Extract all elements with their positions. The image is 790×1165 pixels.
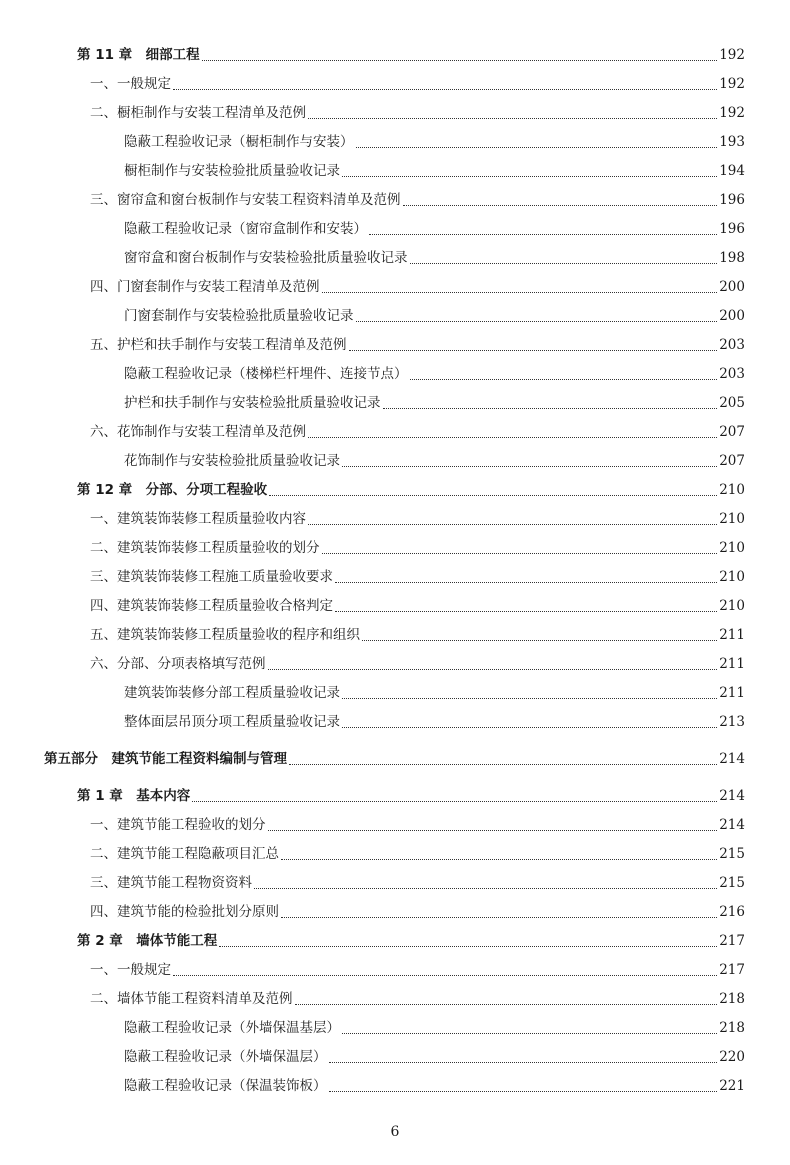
page-number: 6 (390, 1124, 400, 1140)
toc-entry-section[interactable] (0, 417, 790, 446)
toc-entry-item[interactable] (0, 359, 790, 388)
dot-leader (202, 59, 717, 61)
dot-leader (268, 668, 718, 670)
toc-entry-title: 四、建筑节能的检验批划分原则 (90, 903, 279, 920)
toc-entry-item[interactable] (0, 243, 790, 272)
toc-entry-page: 213 (719, 713, 745, 730)
toc-entry-section[interactable] (0, 620, 790, 649)
toc-entry-page: 214 (719, 787, 745, 804)
dot-leader (342, 1032, 717, 1034)
toc-entry-section[interactable] (0, 504, 790, 533)
dot-leader (362, 639, 717, 641)
toc-entry-section[interactable] (0, 591, 790, 620)
dot-leader (383, 407, 718, 409)
toc-entry-page: 216 (719, 903, 745, 920)
toc-entry-item[interactable] (0, 214, 790, 243)
toc-entry-page: 210 (719, 597, 745, 614)
toc-entry-section[interactable] (0, 562, 790, 591)
toc-entry-page: 214 (719, 816, 745, 833)
toc-entry-title: 二、建筑节能工程隐蔽项目汇总 (90, 845, 279, 862)
toc-entry-title: 花饰制作与安装检验批质量验收记录 (124, 452, 340, 469)
toc-entry-page: 198 (719, 249, 745, 266)
toc-entry-section[interactable] (0, 839, 790, 868)
dot-leader (281, 858, 717, 860)
toc-entry-title: 隐蔽工程验收记录（窗帘盒制作和安装） (124, 220, 367, 237)
toc-entry-item[interactable] (0, 678, 790, 707)
toc-entry-title: 第 12 章 分部、分项工程验收 (77, 481, 268, 498)
toc-entry-section[interactable] (0, 984, 790, 1013)
toc-entry-section[interactable] (0, 868, 790, 897)
toc-entry-page: 211 (719, 684, 745, 701)
toc-entry-page: 211 (719, 626, 745, 643)
toc-entry-page: 207 (719, 423, 745, 440)
toc-entry-page: 210 (719, 510, 745, 527)
toc-entry-page: 192 (719, 75, 745, 92)
toc-entry-section[interactable] (0, 897, 790, 926)
toc-entry-page: 203 (719, 365, 745, 382)
toc-entry-item[interactable] (0, 1013, 790, 1042)
toc-entry-title: 隐蔽工程验收记录（外墙保温层） (124, 1048, 327, 1065)
toc-entry-title: 一、建筑装饰装修工程质量验收内容 (90, 510, 306, 527)
toc-entry-page: 200 (719, 307, 745, 324)
toc-entry-page: 196 (719, 220, 745, 237)
toc-entry-page: 217 (719, 932, 745, 949)
toc-entry-page: 207 (719, 452, 745, 469)
toc-entry-section[interactable] (0, 69, 790, 98)
toc-entry-item[interactable] (0, 127, 790, 156)
dot-leader (295, 1003, 718, 1005)
table-of-contents (0, 40, 790, 1100)
toc-entry-page: 218 (719, 1019, 745, 1036)
toc-entry-item[interactable] (0, 1071, 790, 1100)
dot-leader (192, 800, 717, 802)
toc-entry-title: 窗帘盒和窗台板制作与安装检验批质量验收记录 (124, 249, 408, 266)
toc-entry-item[interactable] (0, 446, 790, 475)
dot-leader (335, 610, 717, 612)
toc-entry-title: 二、建筑装饰装修工程质量验收的划分 (90, 539, 320, 556)
toc-entry-section[interactable] (0, 272, 790, 301)
toc-entry-title: 隐蔽工程验收记录（楼梯栏杆埋件、连接节点） (124, 365, 408, 382)
dot-leader (254, 887, 717, 889)
dot-leader (329, 1090, 718, 1092)
toc-entry-title: 第五部分 建筑节能工程资料编制与管理 (44, 750, 287, 767)
toc-entry-title: 五、护栏和扶手制作与安装工程清单及范例 (90, 336, 347, 353)
toc-entry-item[interactable] (0, 388, 790, 417)
toc-entry-chapter[interactable] (0, 475, 790, 504)
dot-leader (308, 117, 717, 119)
dot-leader (342, 465, 717, 467)
toc-entry-title: 第 11 章 细部工程 (77, 46, 200, 63)
toc-entry-title: 护栏和扶手制作与安装检验批质量验收记录 (124, 394, 381, 411)
toc-entry-page: 220 (719, 1048, 745, 1065)
toc-entry-page: 194 (719, 162, 745, 179)
toc-entry-chapter[interactable] (0, 781, 790, 810)
toc-entry-title: 四、门窗套制作与安装工程清单及范例 (90, 278, 320, 295)
toc-entry-title: 第 2 章 墙体节能工程 (77, 932, 218, 949)
toc-entry-section[interactable] (0, 810, 790, 839)
toc-entry-page: 221 (719, 1077, 745, 1094)
toc-entry-part[interactable] (0, 744, 790, 773)
toc-entry-title: 四、建筑装饰装修工程质量验收合格判定 (90, 597, 333, 614)
dot-leader (289, 763, 717, 765)
dot-leader (219, 945, 717, 947)
toc-entry-page: 215 (719, 845, 745, 862)
dot-leader (342, 697, 717, 699)
dot-leader (335, 581, 717, 583)
toc-entry-title: 整体面层吊顶分项工程质量验收记录 (124, 713, 340, 730)
dot-leader (403, 204, 718, 206)
toc-entry-page: 211 (719, 655, 745, 672)
toc-entry-title: 门窗套制作与安装检验批质量验收记录 (124, 307, 354, 324)
dot-leader (173, 88, 717, 90)
toc-entry-title: 六、花饰制作与安装工程清单及范例 (90, 423, 306, 440)
toc-entry-page: 205 (719, 394, 745, 411)
toc-entry-page: 214 (719, 750, 745, 767)
dot-leader (281, 916, 717, 918)
dot-leader (369, 233, 717, 235)
toc-entry-title: 一、一般规定 (90, 75, 171, 92)
toc-entry-title: 三、窗帘盒和窗台板制作与安装工程资料清单及范例 (90, 191, 401, 208)
toc-entry-title: 隐蔽工程验收记录（保温装饰板） (124, 1077, 327, 1094)
toc-entry-title: 二、橱柜制作与安装工程清单及范例 (90, 104, 306, 121)
toc-entry-section[interactable] (0, 98, 790, 127)
toc-entry-chapter[interactable] (0, 926, 790, 955)
toc-entry-section[interactable] (0, 330, 790, 359)
toc-entry-title: 三、建筑节能工程物资资料 (90, 874, 252, 891)
toc-entry-page: 215 (719, 874, 745, 891)
toc-entry-page: 210 (719, 568, 745, 585)
toc-entry-page: 217 (719, 961, 745, 978)
toc-entry-page: 203 (719, 336, 745, 353)
toc-entry-section[interactable] (0, 185, 790, 214)
toc-entry-title: 三、建筑装饰装修工程施工质量验收要求 (90, 568, 333, 585)
toc-entry-chapter[interactable] (0, 40, 790, 69)
toc-entry-section[interactable] (0, 533, 790, 562)
dot-leader (268, 829, 718, 831)
toc-entry-section[interactable] (0, 955, 790, 984)
toc-entry-page: 193 (719, 133, 745, 150)
toc-entry-page: 218 (719, 990, 745, 1007)
dot-leader (342, 175, 717, 177)
toc-entry-page: 196 (719, 191, 745, 208)
dot-leader (269, 494, 717, 496)
dot-leader (410, 262, 718, 264)
toc-entry-item[interactable] (0, 1042, 790, 1071)
toc-entry-page: 192 (719, 104, 745, 121)
toc-entry-page: 210 (719, 481, 745, 498)
dot-leader (329, 1061, 718, 1063)
toc-entry-title: 隐蔽工程验收记录（橱柜制作与安装） (124, 133, 354, 150)
dot-leader (349, 349, 718, 351)
dot-leader (308, 523, 717, 525)
toc-entry-item[interactable] (0, 156, 790, 185)
dot-leader (322, 552, 718, 554)
toc-entry-title: 一、建筑节能工程验收的划分 (90, 816, 266, 833)
toc-entry-section[interactable] (0, 649, 790, 678)
dot-leader (356, 320, 718, 322)
toc-entry-item[interactable] (0, 707, 790, 736)
toc-entry-item[interactable] (0, 301, 790, 330)
toc-entry-title: 一、一般规定 (90, 961, 171, 978)
dot-leader (342, 726, 717, 728)
toc-entry-title: 六、分部、分项表格填写范例 (90, 655, 266, 672)
dot-leader (308, 436, 717, 438)
toc-entry-title: 二、墙体节能工程资料清单及范例 (90, 990, 293, 1007)
toc-entry-page: 210 (719, 539, 745, 556)
toc-entry-title: 隐蔽工程验收记录（外墙保温基层） (124, 1019, 340, 1036)
toc-entry-title: 建筑装饰装修分部工程质量验收记录 (124, 684, 340, 701)
toc-entry-title: 第 1 章 基本内容 (77, 787, 191, 804)
toc-entry-title: 五、建筑装饰装修工程质量验收的程序和组织 (90, 626, 360, 643)
dot-leader (322, 291, 718, 293)
toc-entry-page: 192 (719, 46, 745, 63)
toc-entry-page: 200 (719, 278, 745, 295)
dot-leader (173, 974, 717, 976)
toc-entry-title: 橱柜制作与安装检验批质量验收记录 (124, 162, 340, 179)
dot-leader (356, 146, 718, 148)
dot-leader (410, 378, 718, 380)
